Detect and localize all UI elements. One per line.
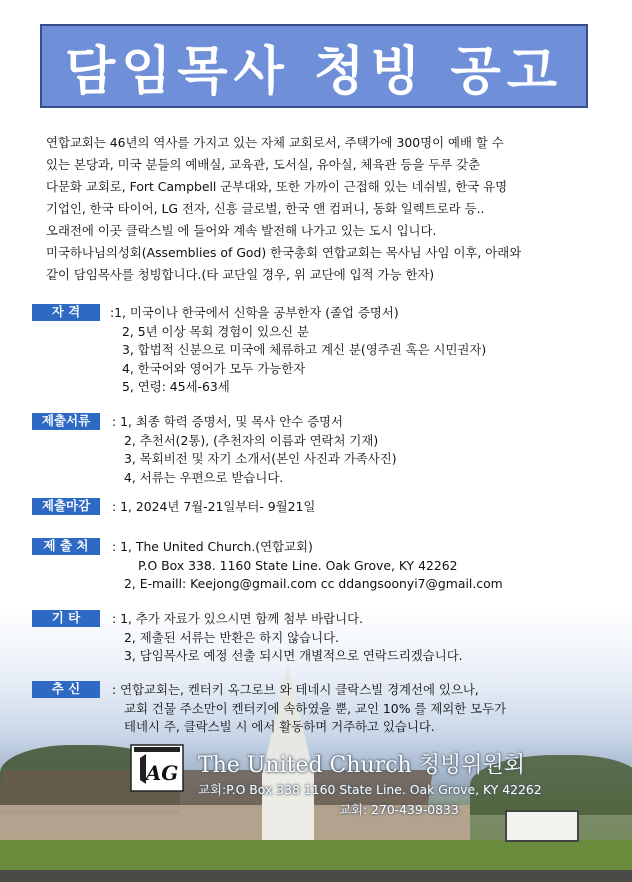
photo-road (0, 870, 632, 882)
list-item: : 1, The United Church.(연합교회) (112, 539, 313, 554)
list-item: 3, 담임목사로 예정 선출 되시면 개별적으로 연락드리겠습니다. (124, 648, 463, 663)
list-item: 4, 서류는 우편으로 받습니다. (124, 469, 284, 485)
list-item: : 1, 최종 학력 증명서, 및 목사 안수 증명서 (112, 414, 343, 429)
page-title: 담임목사 청빙 공고 (64, 41, 564, 102)
list-item: 교회 건물 주소만이 켄터키에 속하였을 뿐, 교인 10% 를 제외한 모두가 (124, 700, 507, 716)
footer-title: The United Church 청빙위원회 (198, 753, 525, 778)
logo-text: AG (145, 761, 179, 785)
list-item: : 1, 추가 자료가 있으시면 함께 첨부 바랍니다. (112, 611, 363, 626)
section-label: 제출서류 (32, 413, 100, 430)
list-item: 2, 제출된 서류는 반환은 하지 않습니다. (124, 629, 339, 645)
section-label: 기 타 (32, 610, 100, 627)
section-label: 추 신 (32, 681, 100, 698)
list-item: 2, 추천서(2통), (추천자의 이름과 연락처 기재) (124, 432, 379, 448)
intro-line: 미국하나님의성회(Assemblies of God) 한국총회 연합교회는 목사님 사임 이후, 아래와 (46, 245, 522, 260)
list-item: : 연합교회는, 켄터키 옥그로브 와 테네시 클락스빌 경계선에 있으나, (112, 682, 479, 697)
email-line: 2, E-maill: Keejong@gmail.com cc ddangsoonyi7@gmail.com (124, 576, 503, 591)
ag-logo-icon (130, 744, 184, 792)
intro-paragraph (46, 132, 594, 286)
list-item: 5, 연령: 45세-63세 (122, 379, 230, 394)
intro-line: 오래전에 이곳 클락스빌 에 들어와 계속 발전해 나가고 있는 도시 입니다. (46, 223, 437, 238)
intro-line: 기업인, 한국 타이어, LG 전자, 신흥 글로벌, 한국 앤 컴퍼니, 동화 일렉트로라 등.. (46, 201, 485, 216)
list-item: : 1, 2024년 7월-21일부터- 9월21일 (112, 499, 316, 514)
list-item: 3, 합법적 신분으로 미국에 체류하고 계신 분(영주권 혹은 시민권자) (122, 342, 487, 357)
photo-sign (505, 810, 579, 842)
intro-line: 연합교회는 46년의 역사를 가지고 있는 자체 교회로서, 주택가에 300명이 예배 할 수 (46, 135, 504, 150)
intro-line: 다문화 교회로, Fort Campbell 군부대와, 또한 가까이 근접해 있는 네쉬빌, 한국 유명 (46, 179, 508, 194)
list-item: 4, 한국어와 영어가 모두 가능한자 (122, 360, 306, 376)
title-banner (40, 24, 588, 108)
section-label: 제 출 처 (32, 538, 100, 555)
section-label: 제출마감 (32, 498, 100, 515)
intro-line: 있는 본당과, 미국 분들의 예배실, 교육관, 도서실, 유아실, 체육관 등을 두루 갖춘 (46, 157, 481, 172)
footer-address: 교회:P.O Box 338 1160 State Line. Oak Grove, KY 42262 (198, 782, 542, 797)
list-item: 3, 목회비전 및 자기 소개서(본인 사진과 가족사진) (124, 451, 397, 466)
list-item: 테네시 주, 클락스빌 시 에서 활동하며 거주하고 있습니다. (124, 719, 435, 734)
list-item: 2, 5년 이상 목회 경험이 있으신 분 (122, 323, 309, 339)
list-item: :1, 미국이나 한국에서 신학을 공부한자 (졸업 증명서) (110, 305, 399, 320)
footer-phone: 교회: 270-439-0833 (339, 802, 459, 817)
list-item: P.O Box 338. 1160 State Line. Oak Grove, KY 42262 (138, 557, 458, 573)
intro-line: 같이 담임목사를 청빙합니다.(타 교단일 경우, 위 교단에 입적 가능 한자) (46, 267, 435, 282)
section-label: 자 격 (32, 304, 100, 321)
